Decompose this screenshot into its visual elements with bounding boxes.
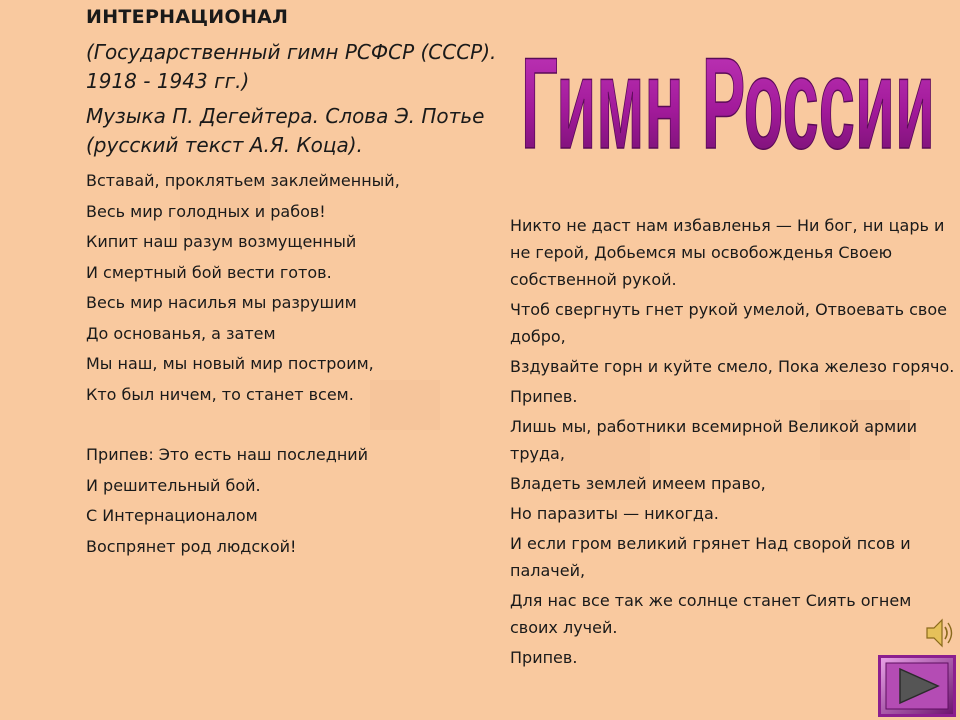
refrain-marker: Припев. (510, 648, 578, 667)
big-title-text: Гимн России (521, 29, 935, 176)
verse-paragraph: Вздувайте горн и куйте смело, Пока железо горячо. (510, 357, 955, 376)
verse-paragraph: Владеть землей имеем право, (510, 474, 766, 493)
anthem-subtitle: (Государственный гимн РСФСР (СССР). 1918 - 1943 гг.) (86, 40, 497, 93)
big-title-graphic (515, 28, 945, 188)
verse-line: Кипит наш разум возмущенный (86, 232, 357, 251)
verse-paragraph: Но паразиты — никогда. (510, 504, 719, 523)
refrain-line: С Интернационалом (86, 506, 258, 525)
refrain-marker: Припев. (510, 387, 578, 406)
verse-line: И смертный бой вести готов. (86, 262, 332, 282)
verse-line: Весь мир насилья мы разрушим (86, 293, 357, 312)
verse-paragraph: Для нас все так же солнце станет Сиять огнем своих лучей. (510, 591, 912, 637)
anthem-credits: Музыка П. Дегейтера. Слова Э. Потье (русский текст А.Я. Коца). (86, 104, 485, 157)
play-button[interactable] (878, 655, 956, 717)
speaker-icon[interactable] (924, 616, 954, 650)
refrain-line: И решительный бой. (86, 475, 261, 495)
verse-line: Вставай, проклятьем заклейменный, (86, 171, 400, 190)
verse-one (86, 166, 506, 562)
stanza-gap (86, 410, 506, 440)
left-column (86, 6, 506, 562)
verse-line: До основанья, а затем (86, 323, 276, 343)
verse-line: Весь мир голодных и рабов! (86, 201, 326, 221)
right-column (510, 212, 955, 674)
verse-paragraph: И если гром великий грянет Над сворой псов и палачей, (510, 534, 911, 580)
verse-paragraph: Чтоб свергнуть гнет рукой умелой, Отвоевать свое добро, (510, 300, 947, 346)
refrain-line: Припев: Это есть наш последний (86, 445, 369, 464)
verse-paragraph: Лишь мы, работники всемирной Великой армии труда, (510, 417, 918, 463)
verse-paragraph: Никто не даст нам избавленья — Ни бог, ни царь и не герой, Добьемся мы освобожденья Своею собственной рукой. (510, 216, 945, 289)
verse-line: Мы наш, мы новый мир построим, (86, 354, 374, 373)
refrain-line: Воспрянет род людской! (86, 536, 297, 556)
verse-line: Кто был ничем, то станет всем. (86, 384, 354, 404)
anthem-title: ИНТЕРНАЦИОНАЛ (86, 6, 289, 28)
